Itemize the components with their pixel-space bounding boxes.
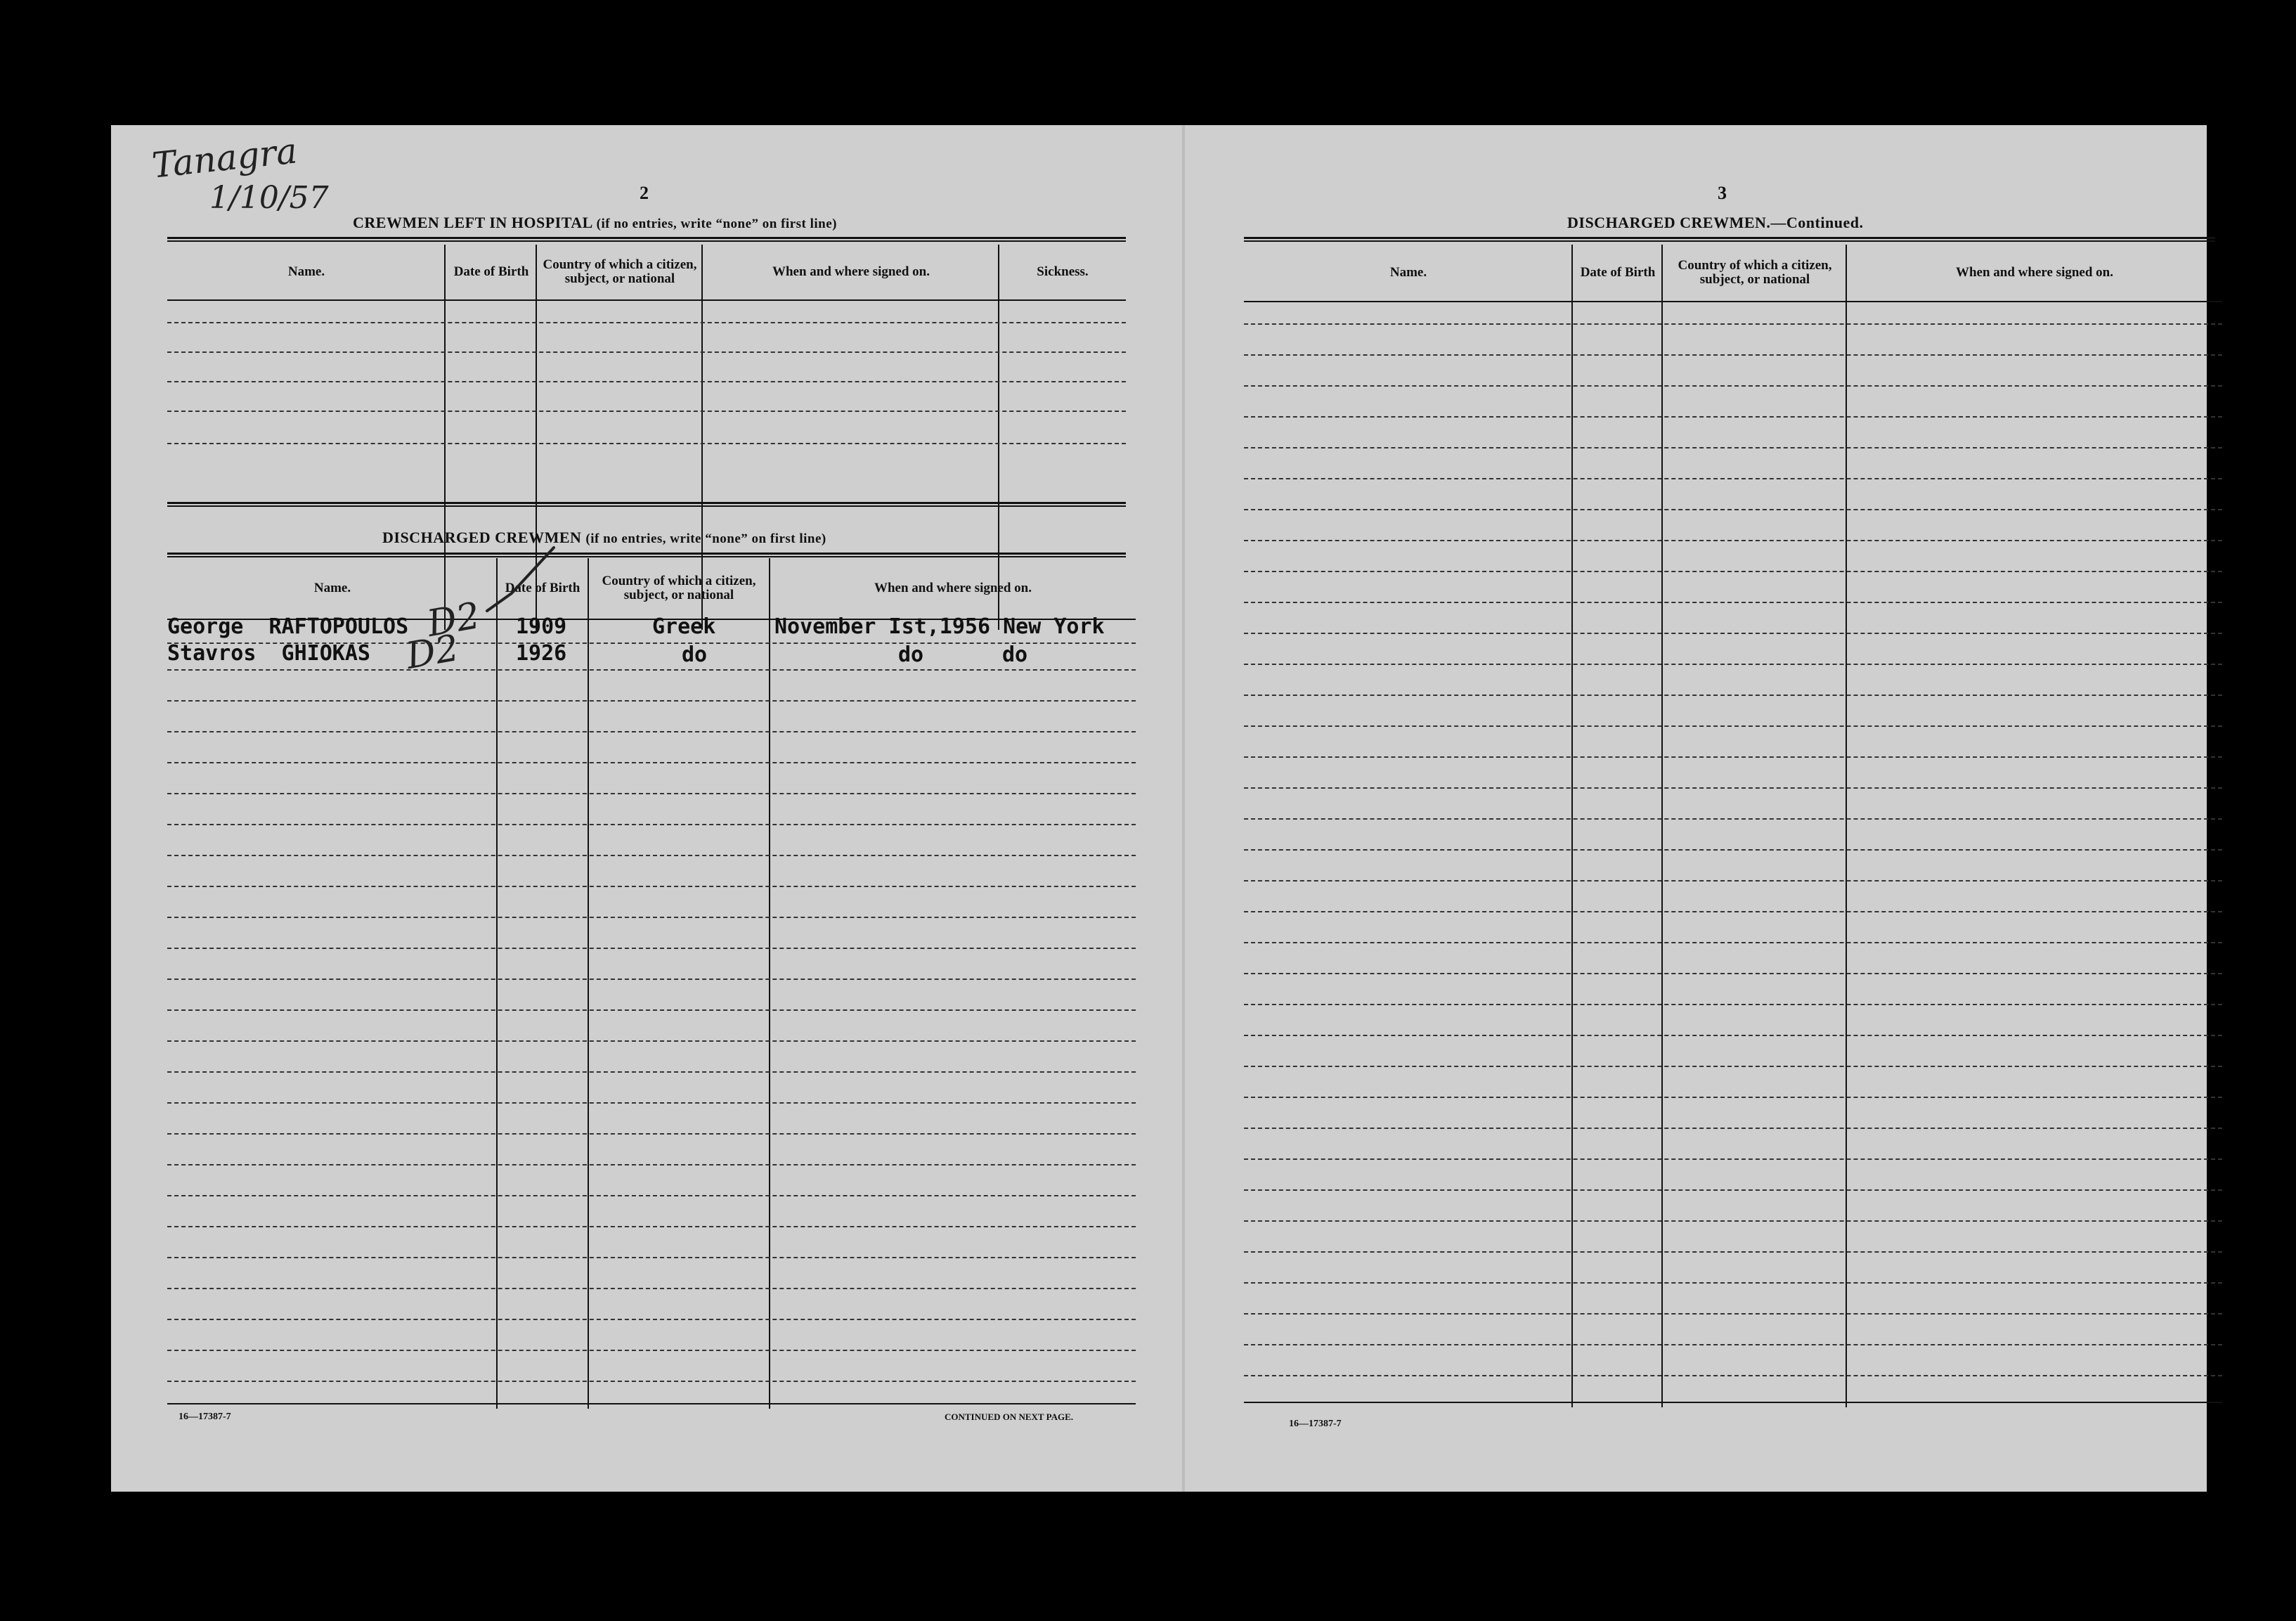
ruled-line (1244, 1375, 2222, 1376)
ruled-line (167, 700, 1136, 702)
ruled-line (167, 411, 1126, 412)
crewman-signed-on-when: do (898, 642, 924, 667)
ruled-line (1244, 1035, 2222, 1036)
ruled-line (1244, 323, 2222, 325)
ruled-line (1244, 787, 2222, 789)
ruled-line (167, 762, 1136, 763)
header-signed-on: When and where signed on. (1955, 265, 2113, 280)
col-divider (1571, 245, 1573, 1407)
ruled-line (167, 855, 1136, 856)
hospital-bottom-rule (167, 502, 1126, 507)
ruled-line (1244, 540, 2222, 541)
crewman-signed-on-where: do (1002, 642, 1028, 667)
ruled-line (1244, 354, 2222, 356)
header-sickness: Sickness. (1037, 264, 1089, 279)
check-mark-scrawl (484, 544, 568, 628)
ruled-line (167, 1319, 1136, 1320)
ruled-line (1244, 756, 2222, 758)
handwritten-discharge-mark: D2 (403, 626, 462, 678)
discharged-section-title: DISCHARGED CREWMEN (if no entries, write “none” on first line) (382, 529, 826, 546)
ruled-line (167, 793, 1136, 794)
ruled-line (1244, 695, 2222, 696)
ruled-line (167, 948, 1136, 949)
left-page-number: 2 (640, 183, 649, 203)
header-name: Name. (313, 581, 351, 595)
ruled-line (1244, 880, 2222, 881)
header-name: Name. (287, 264, 325, 279)
ruled-line (1244, 571, 2222, 572)
crewman-name: George RAFTOPOULOS (167, 614, 409, 639)
ruled-line (167, 917, 1136, 918)
header-name: Name. (1389, 265, 1427, 280)
ruled-line (167, 322, 1126, 323)
handwritten-vessel-name: Tanagra (150, 130, 299, 186)
ruled-line (1244, 1097, 2222, 1098)
ruled-line (167, 1288, 1136, 1289)
ruled-line (167, 443, 1126, 444)
ruled-line (167, 1102, 1136, 1104)
page-fold (1182, 125, 1185, 1492)
ruled-line (167, 979, 1136, 980)
ruled-line (167, 1040, 1136, 1042)
hospital-section-title: CREWMEN LEFT IN HOSPITAL (if no entries, write “none” on first line) (353, 214, 837, 231)
ruled-line (167, 886, 1136, 887)
ruled-line (1244, 478, 2222, 479)
col-divider (1661, 245, 1663, 1407)
ruled-line (1244, 942, 2222, 943)
discharged-table-header (167, 558, 1136, 620)
crewman-birth-year: 1909 (516, 614, 567, 639)
ruled-line (167, 731, 1136, 732)
crewman-country: Greek (652, 614, 716, 639)
crewman-country: do (682, 642, 708, 667)
header-country: Country of which a citizen, subject, or national (543, 257, 697, 286)
ruled-line (1244, 1189, 2222, 1191)
ruled-line (1244, 1282, 2222, 1284)
header-signed-on: When and where signed on. (874, 581, 1032, 595)
header-signed-on: When and where signed on. (772, 264, 930, 279)
table-bottom-rule (167, 1403, 1136, 1404)
header-date-of-birth: Date of Birth (453, 264, 529, 279)
right-form-number: 16—17387-7 (1289, 1419, 1342, 1429)
header-date-of-birth: Date of Birth (1580, 265, 1656, 280)
ruled-line (1244, 1220, 2222, 1222)
table-bottom-rule (1244, 1402, 2222, 1403)
ruled-line (1244, 416, 2222, 418)
crewman-signed-on: November Ist,1956 New York (774, 614, 1105, 639)
right-top-rule (1244, 237, 2215, 242)
ruled-line (1244, 1313, 2222, 1315)
ruled-line (167, 1257, 1136, 1258)
right-page-number: 3 (1718, 183, 1727, 203)
ruled-line (167, 1381, 1136, 1382)
hospital-table-header (167, 245, 1126, 301)
ruled-line (1244, 633, 2222, 634)
ruled-line (1244, 664, 2222, 665)
ruled-line (1244, 818, 2222, 820)
ruled-line (167, 1350, 1136, 1351)
hospital-top-rule (167, 237, 1126, 242)
ruled-line (1244, 1158, 2222, 1160)
left-form-number: 16—17387-7 (179, 1412, 231, 1422)
ruled-line (1244, 1251, 2222, 1253)
ruled-line (167, 1009, 1136, 1011)
handwritten-discharge-mark: D2 (424, 594, 484, 646)
ruled-line (1244, 725, 2222, 727)
crewman-name: Stavros GHIOKAS (167, 641, 370, 666)
discharged-top-rule (167, 553, 1126, 557)
ruled-line (167, 351, 1126, 353)
ruled-line (1244, 1004, 2222, 1005)
header-country: Country of which a citizen, subject, or national (602, 574, 756, 602)
header-country: Country of which a citizen, subject, or national (1678, 258, 1832, 287)
discharged-table (167, 558, 1136, 1409)
ruled-line (167, 824, 1136, 825)
col-divider (588, 558, 589, 1409)
right-discharged-table (1244, 245, 2222, 1407)
ruled-line (167, 1195, 1136, 1196)
ruled-line (1244, 849, 2222, 851)
handwritten-date: 1/10/57 (209, 180, 329, 216)
ruled-line (1244, 509, 2222, 510)
ruled-line (1244, 911, 2222, 912)
ruled-line (167, 669, 1136, 671)
ruled-line (1244, 447, 2222, 448)
ruled-line (167, 1226, 1136, 1227)
ruled-line (1244, 1128, 2222, 1129)
right-table-header (1244, 245, 2222, 302)
crewman-birth-year: 1926 (516, 641, 567, 666)
manifest-sheet (111, 125, 2207, 1492)
right-section-title: DISCHARGED CREWMEN.—Continued. (1567, 214, 1864, 231)
ruled-line (1244, 385, 2222, 387)
col-divider (1846, 245, 1847, 1407)
ruled-line (167, 1071, 1136, 1073)
col-divider (769, 558, 770, 1409)
ruled-line (167, 1164, 1136, 1165)
ruled-line (1244, 1066, 2222, 1067)
continued-note: CONTINUED ON NEXT PAGE. (945, 1412, 1073, 1422)
ruled-line (167, 381, 1126, 382)
ruled-line (1244, 973, 2222, 974)
ruled-line (1244, 602, 2222, 603)
col-divider (496, 558, 498, 1409)
ruled-line (167, 1133, 1136, 1135)
ruled-line (1244, 1344, 2222, 1345)
header-date-of-birth: Date of Birth (505, 581, 581, 595)
